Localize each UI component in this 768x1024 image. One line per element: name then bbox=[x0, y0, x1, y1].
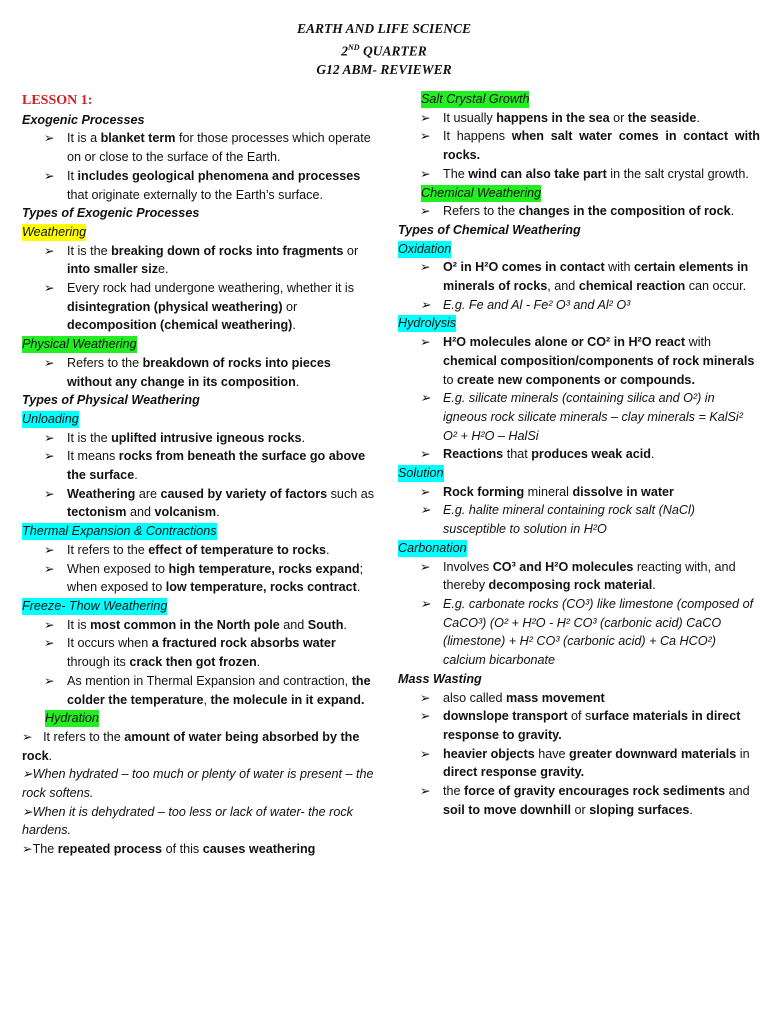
text: . bbox=[134, 468, 138, 483]
list-item bbox=[398, 127, 760, 164]
text: . bbox=[48, 748, 53, 763]
text: It refers to the bbox=[43, 729, 125, 744]
arrow-bullet-icon: ➢ bbox=[44, 486, 55, 501]
bold-text: decomposition (chemical weathering) bbox=[67, 318, 293, 333]
arrow-bullet-icon: ➢ bbox=[44, 542, 55, 557]
text: It is the bbox=[67, 430, 112, 445]
list-item bbox=[398, 689, 760, 708]
list-item bbox=[398, 389, 760, 445]
right-column bbox=[398, 90, 760, 819]
arrow-bullet-icon: ➢ bbox=[420, 746, 431, 761]
text: . bbox=[216, 505, 220, 520]
text: It is bbox=[67, 617, 91, 632]
text: When hydrated – too much or plenty of water is present – the rock softens. bbox=[22, 767, 374, 801]
oxidation-highlight: Oxidation bbox=[398, 241, 452, 256]
text: or bbox=[343, 243, 359, 258]
text: The bbox=[32, 842, 58, 857]
bold-text: amount of water being absorbed by the rock bbox=[22, 729, 360, 763]
bold-text: changes in the composition of rock bbox=[518, 204, 731, 219]
bold-text: sloping surfaces bbox=[589, 802, 690, 817]
text: . bbox=[325, 542, 330, 557]
bold-text: wind can also take part bbox=[468, 166, 607, 181]
bold-text: mass movement bbox=[506, 690, 605, 705]
bold-text: produces weak acid bbox=[531, 447, 651, 462]
text: or bbox=[571, 802, 590, 817]
list-item bbox=[22, 242, 378, 279]
hydration-highlight: Hydration bbox=[45, 711, 99, 726]
text: through its bbox=[67, 655, 130, 670]
outline-arrow-bullet-icon: ➢ bbox=[420, 503, 431, 518]
list-item bbox=[398, 258, 760, 295]
types-physical-heading: Types of Physical Weathering bbox=[22, 393, 200, 408]
bold-text: rocks from beneath the surface go above the surface bbox=[67, 449, 366, 483]
hydrolysis-highlight: Hydrolysis bbox=[398, 316, 457, 331]
bold-text: crack then got frozen bbox=[129, 655, 257, 670]
bold-text: Reactions bbox=[443, 447, 504, 462]
list-item bbox=[398, 333, 760, 389]
list-item bbox=[22, 167, 378, 204]
text: . bbox=[292, 318, 296, 333]
bold-arrow-bullet-icon: ➢ bbox=[44, 673, 55, 688]
text: are bbox=[135, 486, 161, 501]
text: with bbox=[685, 335, 712, 350]
list-item bbox=[22, 279, 378, 335]
text: . bbox=[343, 617, 347, 632]
list-item bbox=[398, 109, 760, 128]
arrow-bullet-icon: ➢ bbox=[420, 204, 431, 219]
text: of s bbox=[567, 709, 592, 724]
text: the bbox=[443, 784, 465, 799]
bold-text: breakdown of rocks into pieces without any change in its composition bbox=[67, 355, 331, 389]
text: or bbox=[282, 299, 298, 314]
list-item bbox=[22, 672, 378, 709]
list-item bbox=[22, 129, 378, 166]
text: reacting with, and thereby bbox=[443, 559, 736, 593]
list-item bbox=[22, 765, 378, 802]
header-reviewer: G12 ABM- REVIEWER bbox=[316, 61, 452, 77]
list-item bbox=[22, 541, 378, 560]
bold-text: create new components or compounds. bbox=[457, 372, 695, 387]
text: Every rock had undergone weathering, whether it is bbox=[67, 281, 355, 296]
text: have bbox=[534, 746, 570, 761]
bold-text: the colder the temperature bbox=[67, 673, 371, 707]
arrow-bullet-icon: ➢ bbox=[44, 131, 55, 146]
freeze-thaw-highlight: Freeze- Thow Weathering bbox=[22, 598, 168, 613]
bold-text: chemical reaction bbox=[578, 279, 686, 294]
arrow-bullet-icon: ➢ bbox=[420, 129, 431, 144]
list-item bbox=[398, 558, 760, 595]
bold-arrow-bullet-icon: ➢ bbox=[420, 484, 431, 499]
text: . bbox=[356, 580, 361, 595]
arrow-bullet-icon: ➢ bbox=[44, 636, 55, 651]
list-item bbox=[22, 429, 378, 448]
arrow-bullet-icon: ➢ bbox=[22, 804, 33, 819]
text: . bbox=[652, 578, 656, 593]
text: E.g. halite mineral containing rock salt (NaCl) susceptible to solution in H²O bbox=[443, 503, 695, 537]
carbonation-highlight: Carbonation bbox=[398, 540, 467, 555]
text: It usually bbox=[443, 110, 497, 125]
list-item bbox=[22, 447, 378, 484]
list-item bbox=[22, 560, 378, 597]
text: can occur. bbox=[685, 279, 747, 294]
bold-text: volcanism bbox=[154, 505, 217, 520]
bold-text: chemical composition/components of rock minerals bbox=[443, 353, 755, 368]
thermal-highlight: Thermal Expansion & Contractions bbox=[22, 524, 217, 539]
bold-text: low temperature, rocks contract bbox=[165, 580, 357, 595]
bold-text: repeated process bbox=[57, 842, 163, 857]
types-chemical-heading: Types of Chemical Weathering bbox=[398, 222, 581, 237]
arrow-bullet-icon: ➢ bbox=[44, 449, 55, 464]
text: . bbox=[295, 374, 300, 389]
list-item bbox=[398, 782, 760, 819]
text: It bbox=[67, 168, 78, 183]
bold-text: urface materials in direct response to gravity. bbox=[443, 709, 741, 742]
arrow-bullet-icon: ➢ bbox=[44, 243, 55, 258]
text: E.g. Fe and Al - Fe² O³ and Al² O³ bbox=[443, 297, 631, 312]
text: , and bbox=[547, 279, 579, 294]
list-item bbox=[398, 707, 760, 744]
outline-arrow-bullet-icon: ➢ bbox=[420, 596, 431, 611]
bold-text: soil to move downhill bbox=[443, 802, 572, 817]
list-item bbox=[398, 202, 760, 221]
bold-text: direct response gravity. bbox=[443, 765, 585, 780]
bold-text: South bbox=[307, 617, 344, 632]
text: Refers to the bbox=[443, 204, 519, 219]
arrow-bullet-icon: ➢ bbox=[420, 110, 431, 125]
text: E.g. silicate minerals (containing silica and O²) in igneous rock silicate minerals – clay minerals = KalSi² O² + H²O – HalSi bbox=[443, 391, 743, 443]
solution-highlight: Solution bbox=[398, 466, 444, 481]
bold-arrow-bullet-icon: ➢ bbox=[420, 260, 431, 275]
text: It is the bbox=[67, 243, 112, 258]
text: and bbox=[725, 784, 750, 799]
text: e. bbox=[158, 262, 169, 277]
unloading-highlight: Unloading bbox=[22, 411, 79, 426]
bold-text: tectonism bbox=[67, 505, 127, 520]
bold-text: certain elements in minerals of rocks bbox=[443, 260, 749, 294]
bold-text: causes weathering bbox=[202, 842, 316, 857]
list-item bbox=[398, 595, 760, 670]
list-item bbox=[22, 728, 378, 765]
outline-arrow-bullet-icon: ➢ bbox=[420, 391, 431, 406]
text: Refers to the bbox=[67, 355, 143, 370]
bold-arrow-bullet-icon: ➢ bbox=[420, 447, 431, 462]
outline-arrow-bullet-icon: ➢ bbox=[420, 297, 431, 312]
bold-text: Rock forming bbox=[443, 484, 525, 499]
bold-text: decomposing rock material bbox=[488, 578, 653, 593]
bold-text: a fractured rock absorbs water bbox=[151, 636, 336, 651]
bold-text: Weathering bbox=[67, 486, 136, 501]
list-item bbox=[398, 501, 760, 538]
bold-text: O² in H²O comes in contact bbox=[443, 260, 605, 275]
bold-text: CO³ and H²O molecules bbox=[492, 559, 634, 574]
text: with bbox=[604, 260, 635, 275]
arrow-bullet-icon: ➢ bbox=[420, 784, 431, 799]
text: in the salt crystal growth. bbox=[606, 166, 749, 181]
bold-text: high temperature, rocks expand bbox=[168, 561, 360, 576]
text: . bbox=[650, 447, 655, 462]
text: . bbox=[301, 430, 305, 445]
bold-text: force of gravity encourages rock sediments bbox=[464, 784, 726, 799]
text: , bbox=[203, 692, 211, 707]
text: also called bbox=[443, 690, 507, 705]
arrow-bullet-icon: ➢ bbox=[22, 767, 33, 782]
document-header bbox=[0, 20, 768, 79]
header-subject: EARTH AND LIFE SCIENCE bbox=[297, 21, 471, 36]
left-column bbox=[22, 92, 378, 859]
bold-text: greater downward materials bbox=[569, 746, 737, 761]
arrow-bullet-icon: ➢ bbox=[22, 729, 33, 744]
arrow-bullet-icon: ➢ bbox=[44, 617, 55, 632]
bold-text: heavier objects bbox=[443, 746, 535, 761]
weathering-highlight: Weathering bbox=[22, 224, 87, 239]
text: for those processes which operate on or close to the surface of the Earth. bbox=[67, 131, 371, 165]
physical-weathering-highlight: Physical Weathering bbox=[22, 337, 137, 352]
quarter-superscript: ND bbox=[348, 42, 360, 52]
types-exogenic-heading: Types of Exogenic Processes bbox=[22, 206, 200, 221]
text: It occurs when bbox=[67, 636, 152, 651]
text: mineral bbox=[524, 484, 573, 499]
arrow-bullet-icon: ➢ bbox=[44, 355, 55, 370]
text: to bbox=[443, 372, 458, 387]
bold-text: H²O molecules alone or CO² in H²O react bbox=[443, 335, 686, 350]
text: As mention in Thermal Expansion and contraction, bbox=[67, 673, 352, 688]
arrow-bullet-icon: ➢ bbox=[22, 842, 33, 857]
text: E.g. carbonate rocks (CO³) like limestone (composed of CaCO³) (O² + H²O - H² CO³ (carbonic acid) CaCO (limestone) + H² CO³ (carbonic acid) + Ca HCO²) calcium bicarbonate bbox=[443, 596, 754, 668]
bold-text: includes geological phenomena and processes bbox=[77, 168, 361, 183]
list-item bbox=[22, 485, 378, 522]
arrow-bullet-icon: ➢ bbox=[44, 561, 55, 576]
chemical-weathering-highlight: Chemical Weathering bbox=[421, 185, 542, 200]
text: It happens bbox=[443, 129, 512, 144]
salt-crystal-highlight: Salt Crystal Growth bbox=[421, 92, 530, 106]
text: Involves bbox=[443, 559, 493, 574]
bold-text: when salt water comes in contact with rocks. bbox=[443, 129, 760, 163]
arrow-bullet-icon: ➢ bbox=[420, 166, 431, 181]
text: It is a bbox=[67, 131, 101, 146]
text: When exposed to bbox=[67, 561, 169, 576]
list-item bbox=[22, 634, 378, 671]
text: ; when exposed to bbox=[67, 561, 364, 595]
header-quarter bbox=[0, 39, 768, 61]
bold-text: blanket term bbox=[100, 131, 176, 146]
text: that bbox=[503, 447, 532, 462]
text: It refers to the bbox=[67, 542, 149, 557]
text: and bbox=[279, 617, 308, 632]
bold-arrow-bullet-icon: ➢ bbox=[420, 335, 431, 350]
text: It means bbox=[67, 449, 119, 464]
arrow-bullet-icon: ➢ bbox=[44, 168, 55, 183]
list-item bbox=[22, 354, 378, 391]
mass-wasting-heading: Mass Wasting bbox=[398, 671, 482, 686]
bold-text: most common in the North pole bbox=[90, 617, 280, 632]
list-item bbox=[22, 840, 378, 859]
arrow-bullet-icon: ➢ bbox=[420, 559, 431, 574]
list-item bbox=[398, 483, 760, 502]
arrow-bullet-icon: ➢ bbox=[44, 430, 55, 445]
bold-text: the molecule in it expand. bbox=[210, 692, 365, 707]
text: or bbox=[609, 110, 628, 125]
text: . bbox=[730, 204, 735, 219]
text: The bbox=[443, 166, 469, 181]
text: in bbox=[736, 746, 750, 761]
text: and bbox=[126, 505, 155, 520]
text: . bbox=[256, 655, 261, 670]
text: . bbox=[689, 802, 693, 817]
arrow-bullet-icon: ➢ bbox=[44, 281, 55, 296]
lesson-heading: LESSON 1: bbox=[22, 93, 93, 108]
bold-text: uplifted intrusive igneous rocks bbox=[111, 430, 302, 445]
quarter-label: QUARTER bbox=[359, 43, 427, 58]
bold-text: happens in the sea bbox=[496, 110, 610, 125]
bold-text: caused by variety of factors bbox=[160, 486, 328, 501]
arrow-bullet-icon: ➢ bbox=[420, 709, 431, 724]
bold-text: disintegration (physical weathering) bbox=[67, 299, 283, 314]
list-item bbox=[398, 165, 760, 184]
text: such as bbox=[327, 486, 375, 501]
list-item bbox=[398, 445, 760, 464]
quarter-number: 2 bbox=[341, 43, 349, 58]
text: . bbox=[696, 110, 700, 125]
list-item bbox=[22, 803, 378, 840]
list-item bbox=[398, 745, 760, 782]
arrow-bullet-icon: ➢ bbox=[420, 690, 431, 705]
exogenic-heading: Exogenic Processes bbox=[22, 112, 145, 127]
bold-text: the seaside bbox=[627, 110, 697, 125]
bold-text: effect of temperature to rocks bbox=[148, 542, 326, 557]
bold-text: dissolve in water bbox=[572, 484, 674, 499]
bold-text: into smaller siz bbox=[67, 262, 158, 277]
bold-text: downslope transport bbox=[443, 709, 568, 724]
bold-text: breaking down of rocks into fragments bbox=[111, 243, 344, 258]
text: When it is dehydrated – too less or lack of water- the rock hardens. bbox=[22, 804, 353, 838]
list-item bbox=[398, 296, 760, 315]
text: that originate externally to the Earth’s surface. bbox=[67, 187, 323, 202]
list-item bbox=[22, 616, 378, 635]
text: of this bbox=[162, 842, 203, 857]
